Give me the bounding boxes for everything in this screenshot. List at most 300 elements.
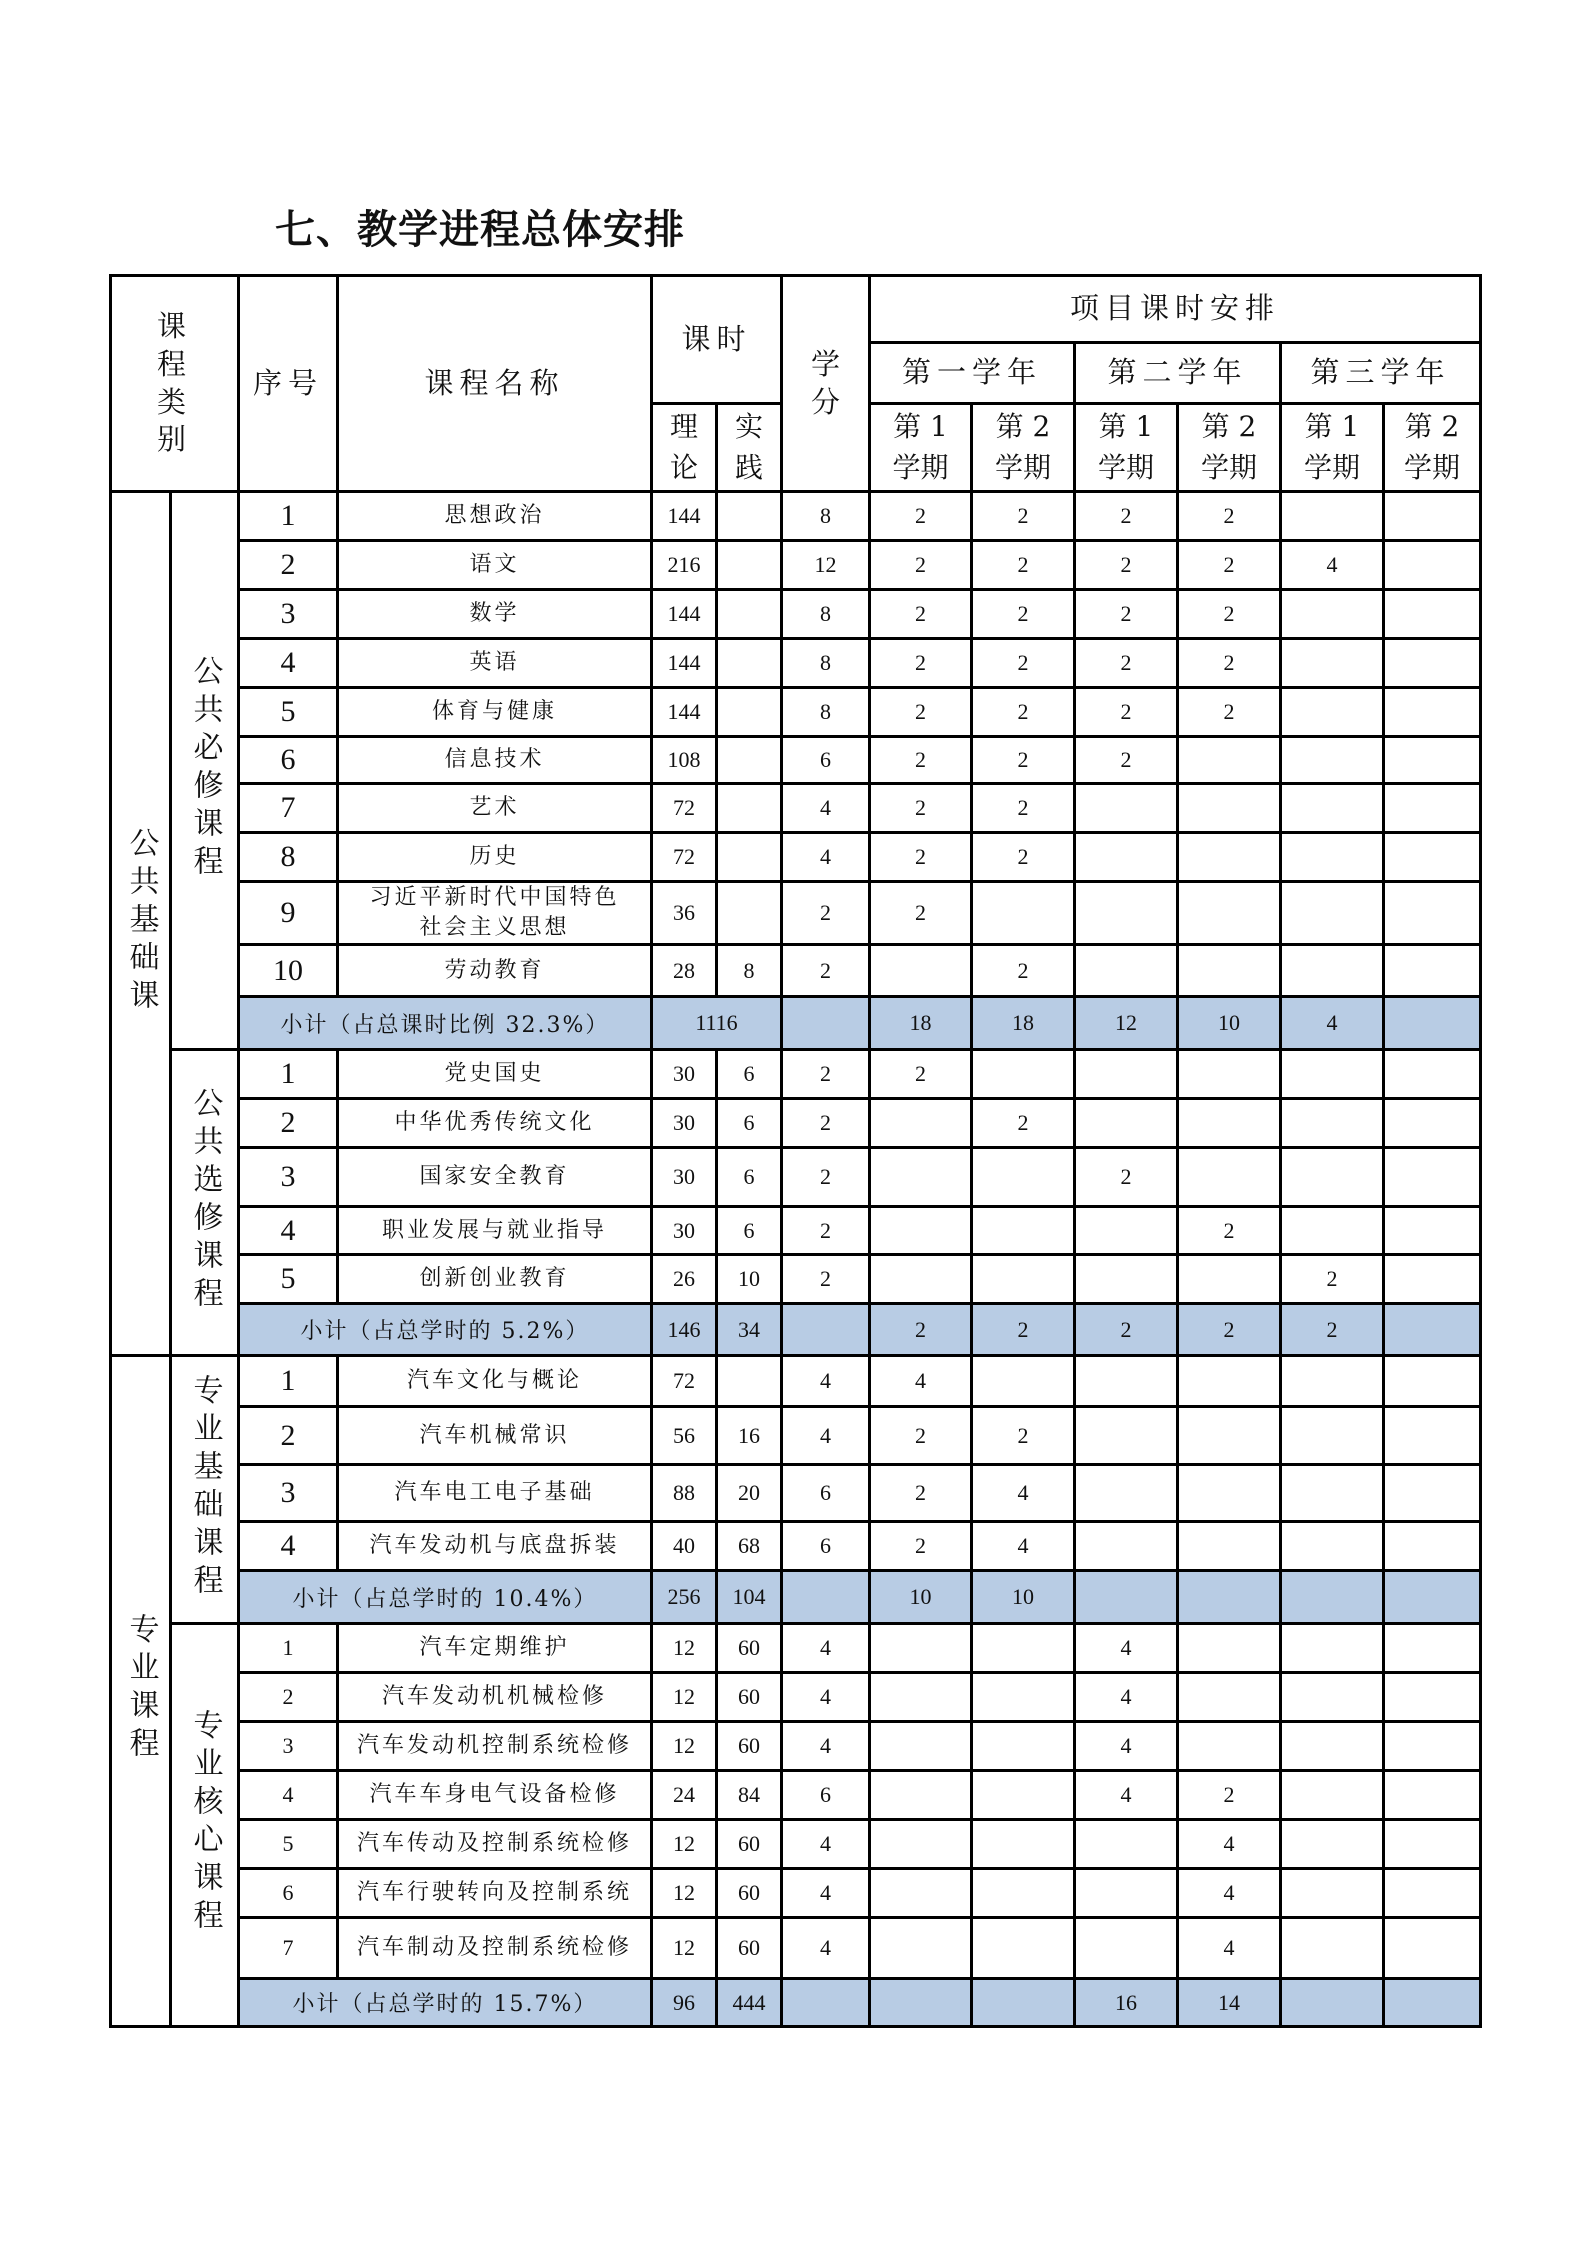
credits: 8: [782, 639, 870, 688]
theory-hours: 26: [652, 1255, 717, 1304]
course-name: 艺术: [338, 784, 652, 833]
semester-hours: [972, 1207, 1075, 1255]
course-name: 汽车车身电气设备检修: [338, 1771, 652, 1820]
semester-hours: [1384, 1918, 1481, 1979]
theory-hours: 40: [652, 1522, 717, 1571]
subtotal-semester-hours: 10: [1178, 997, 1281, 1050]
semester-hours: [1384, 541, 1481, 590]
semester-hours: [1384, 1820, 1481, 1869]
subtotal-semester-hours: [1281, 1979, 1384, 2027]
subtotal-row: [111, 1571, 1481, 1624]
semester-hours: [1075, 1356, 1178, 1407]
practice-hours: [717, 737, 782, 784]
course-seq: 1: [239, 1356, 338, 1407]
header-semester-label: 第 2 学期: [1201, 409, 1258, 484]
semester-hours: [1281, 1465, 1384, 1522]
course-seq: 1: [239, 1050, 338, 1099]
credits: 2: [782, 1255, 870, 1304]
credits: 4: [782, 1673, 870, 1722]
subtotal-practice: 104: [717, 1571, 782, 1624]
semester-hours: [972, 1624, 1075, 1673]
header-course-name: 课程名称: [338, 276, 652, 492]
course-seq: 7: [239, 1918, 338, 1979]
subtotal-semester-hours: 4: [1281, 997, 1384, 1050]
subtotal-semester-hours: [1178, 1571, 1281, 1624]
theory-hours: 30: [652, 1050, 717, 1099]
credits: 8: [782, 492, 870, 541]
header-theory: [652, 404, 717, 492]
header-semester-label: 第 1 学期: [892, 409, 949, 484]
practice-hours: 60: [717, 1918, 782, 1979]
practice-hours: 6: [717, 1050, 782, 1099]
course-seq: 7: [239, 784, 338, 833]
course-row: [111, 590, 1481, 639]
semester-hours: [1384, 784, 1481, 833]
practice-hours: [717, 833, 782, 882]
course-name: 数学: [338, 590, 652, 639]
semester-hours: 4: [1075, 1624, 1178, 1673]
semester-hours: 2: [972, 1407, 1075, 1465]
course-name: 语文: [338, 541, 652, 590]
semester-hours: [1281, 688, 1384, 737]
header-semester: [1075, 404, 1178, 492]
practice-hours: 60: [717, 1624, 782, 1673]
course-seq: 1: [239, 1624, 338, 1673]
semester-hours: 4: [870, 1356, 972, 1407]
semester-hours: [1281, 882, 1384, 945]
group-name-label: 专业基础课程: [187, 1373, 223, 1602]
theory-hours: 12: [652, 1673, 717, 1722]
course-row: [111, 1099, 1481, 1148]
semester-hours: 2: [870, 784, 972, 833]
theory-hours: 88: [652, 1465, 717, 1522]
semester-hours: [1281, 1407, 1384, 1465]
credits: 2: [782, 882, 870, 945]
semester-hours: [870, 1255, 972, 1304]
practice-hours: 60: [717, 1722, 782, 1771]
semester-hours: 2: [1075, 737, 1178, 784]
subtotal-row: [111, 1304, 1481, 1356]
semester-hours: [870, 945, 972, 997]
teaching-schedule-table: [109, 274, 1482, 2028]
header-credits-label: 学分: [811, 346, 841, 419]
semester-hours: 2: [972, 590, 1075, 639]
subtotal-semester-hours: 12: [1075, 997, 1178, 1050]
course-name: 国家安全教育: [338, 1148, 652, 1207]
course-row: [111, 1522, 1481, 1571]
course-name: 创新创业教育: [338, 1255, 652, 1304]
semester-hours: [1075, 1918, 1178, 1979]
header-theory-label: 理论: [670, 409, 699, 484]
semester-hours: [972, 1255, 1075, 1304]
semester-hours: [1384, 1099, 1481, 1148]
theory-hours: 144: [652, 590, 717, 639]
subtotal-hours: 1116: [652, 997, 782, 1050]
course-name: 劳动教育: [338, 945, 652, 997]
course-name: [338, 882, 652, 945]
header-practice: [717, 404, 782, 492]
semester-hours: 2: [1075, 590, 1178, 639]
course-row: [111, 1207, 1481, 1255]
group-name: [171, 1356, 239, 1624]
semester-hours: [870, 1722, 972, 1771]
subtotal-semester-hours: [870, 1979, 972, 2027]
semester-hours: [1384, 688, 1481, 737]
header-semester: [1178, 404, 1281, 492]
subtotal-semester-hours: 2: [972, 1304, 1075, 1356]
semester-hours: 2: [1281, 1255, 1384, 1304]
course-row: [111, 1918, 1481, 1979]
semester-hours: 2: [870, 1465, 972, 1522]
semester-hours: 2: [870, 492, 972, 541]
practice-hours: [717, 784, 782, 833]
semester-hours: [1075, 1255, 1178, 1304]
semester-hours: [1281, 639, 1384, 688]
group-name-label: 公共必修课程: [187, 654, 223, 883]
credits: 2: [782, 945, 870, 997]
course-row: [111, 1465, 1481, 1522]
header-semester-label: 第 2 学期: [1404, 409, 1461, 484]
practice-hours: 84: [717, 1771, 782, 1820]
theory-hours: 30: [652, 1099, 717, 1148]
course-name: 汽车发动机机械检修: [338, 1673, 652, 1722]
credits: 4: [782, 1722, 870, 1771]
course-row: [111, 1722, 1481, 1771]
theory-hours: 56: [652, 1407, 717, 1465]
course-row: [111, 1624, 1481, 1673]
header-semester: [972, 404, 1075, 492]
credits: 4: [782, 1918, 870, 1979]
semester-hours: [1178, 1624, 1281, 1673]
semester-hours: [972, 1050, 1075, 1099]
credits: 2: [782, 1148, 870, 1207]
course-seq: 9: [239, 882, 338, 945]
semester-hours: [972, 882, 1075, 945]
semester-hours: 4: [1178, 1869, 1281, 1918]
semester-hours: 2: [972, 1099, 1075, 1148]
group-name: [171, 492, 239, 1050]
course-name: 汽车制动及控制系统检修: [338, 1918, 652, 1979]
subtotal-theory: 256: [652, 1571, 717, 1624]
credits: 12: [782, 541, 870, 590]
semester-hours: [1281, 1624, 1384, 1673]
semester-hours: 4: [1178, 1918, 1281, 1979]
semester-hours: 2: [972, 541, 1075, 590]
course-name: 汽车传动及控制系统检修: [338, 1820, 652, 1869]
semester-hours: [1075, 784, 1178, 833]
practice-hours: [717, 492, 782, 541]
course-row: [111, 688, 1481, 737]
semester-hours: 2: [972, 639, 1075, 688]
semester-hours: 2: [1075, 541, 1178, 590]
semester-hours: 2: [870, 1050, 972, 1099]
semester-hours: [1384, 1869, 1481, 1918]
semester-hours: [1075, 1522, 1178, 1571]
course-name-line: 社会主义思想: [419, 915, 570, 940]
semester-hours: [972, 1820, 1075, 1869]
semester-hours: 2: [972, 945, 1075, 997]
subtotal-semester-hours: 18: [870, 997, 972, 1050]
semester-hours: [1075, 833, 1178, 882]
theory-hours: 12: [652, 1918, 717, 1979]
course-seq: 2: [239, 1099, 338, 1148]
semester-hours: [1384, 1356, 1481, 1407]
group-name: [171, 1624, 239, 2027]
course-seq: 3: [239, 1722, 338, 1771]
practice-hours: 60: [717, 1820, 782, 1869]
semester-hours: [1384, 1465, 1481, 1522]
course-seq: 3: [239, 1148, 338, 1207]
subtotal-semester-hours: 10: [870, 1571, 972, 1624]
semester-hours: 2: [972, 833, 1075, 882]
semester-hours: 2: [1075, 492, 1178, 541]
semester-hours: [1178, 1407, 1281, 1465]
semester-hours: [1281, 1099, 1384, 1148]
semester-hours: [972, 1722, 1075, 1771]
semester-hours: [1281, 1522, 1384, 1571]
semester-hours: [1281, 1722, 1384, 1771]
semester-hours: [870, 1771, 972, 1820]
theory-hours: 216: [652, 541, 717, 590]
semester-hours: [1178, 1465, 1281, 1522]
credits: 6: [782, 737, 870, 784]
course-seq: 3: [239, 1465, 338, 1522]
theory-hours: 12: [652, 1820, 717, 1869]
subtotal-semester-hours: [972, 1979, 1075, 2027]
semester-hours: [1281, 833, 1384, 882]
theory-hours: 12: [652, 1722, 717, 1771]
practice-hours: 6: [717, 1207, 782, 1255]
section-category: [111, 1356, 171, 2027]
course-name: 英语: [338, 639, 652, 688]
semester-hours: 2: [1178, 1207, 1281, 1255]
semester-hours: [1178, 1050, 1281, 1099]
subtotal-credits: [782, 997, 870, 1050]
course-seq: 10: [239, 945, 338, 997]
semester-hours: [1384, 590, 1481, 639]
practice-hours: 60: [717, 1869, 782, 1918]
subtotal-semester-hours: 2: [1281, 1304, 1384, 1356]
semester-hours: [1384, 1050, 1481, 1099]
course-seq: 3: [239, 590, 338, 639]
credits: 2: [782, 1050, 870, 1099]
theory-hours: 28: [652, 945, 717, 997]
course-seq: 8: [239, 833, 338, 882]
header-hours: 课时: [652, 276, 782, 404]
subtotal-semester-hours: [1281, 1571, 1384, 1624]
theory-hours: 30: [652, 1148, 717, 1207]
semester-hours: [1178, 945, 1281, 997]
semester-hours: [1075, 1820, 1178, 1869]
semester-hours: [1178, 1673, 1281, 1722]
semester-hours: [1075, 1050, 1178, 1099]
semester-hours: [1281, 1869, 1384, 1918]
course-name: 信息技术: [338, 737, 652, 784]
semester-hours: 2: [870, 737, 972, 784]
semester-hours: 2: [1178, 590, 1281, 639]
course-seq: 6: [239, 1869, 338, 1918]
semester-hours: [1281, 1918, 1384, 1979]
credits: 2: [782, 1207, 870, 1255]
subtotal-row: [111, 1979, 1481, 2027]
course-seq: 1: [239, 492, 338, 541]
semester-hours: [870, 1673, 972, 1722]
semester-hours: 2: [1178, 639, 1281, 688]
course-name: 党史国史: [338, 1050, 652, 1099]
subtotal-semester-hours: [1384, 1979, 1481, 2027]
semester-hours: [1178, 1356, 1281, 1407]
theory-hours: 12: [652, 1869, 717, 1918]
course-row: [111, 1356, 1481, 1407]
semester-hours: [870, 1918, 972, 1979]
course-name-line: 习近平新时代中国特色: [369, 885, 620, 911]
subtotal-semester-hours: 2: [1075, 1304, 1178, 1356]
semester-hours: [1178, 882, 1281, 945]
subtotal-semester-hours: [1075, 1571, 1178, 1624]
semester-hours: [1075, 882, 1178, 945]
subtotal-semester-hours: 16: [1075, 1979, 1178, 2027]
semester-hours: 4: [972, 1465, 1075, 1522]
header-year-3: 第三学年: [1281, 343, 1481, 404]
semester-hours: 2: [870, 1522, 972, 1571]
semester-hours: [1281, 1050, 1384, 1099]
semester-hours: [1384, 1722, 1481, 1771]
course-row: [111, 1673, 1481, 1722]
semester-hours: [972, 1918, 1075, 1979]
header-semester: [870, 404, 972, 492]
section-category-label: 专业课程: [123, 1613, 159, 1765]
credits: 4: [782, 1624, 870, 1673]
semester-hours: [1178, 737, 1281, 784]
course-name: 汽车发动机控制系统检修: [338, 1722, 652, 1771]
theory-hours: 144: [652, 639, 717, 688]
course-name: 职业发展与就业指导: [338, 1207, 652, 1255]
semester-hours: 2: [972, 737, 1075, 784]
credits: 6: [782, 1522, 870, 1571]
semester-hours: 2: [1178, 1771, 1281, 1820]
subtotal-semester-hours: 2: [1178, 1304, 1281, 1356]
header-seq: 序号: [239, 276, 338, 492]
course-row: [111, 784, 1481, 833]
theory-hours: 12: [652, 1624, 717, 1673]
credits: 8: [782, 688, 870, 737]
course-row: [111, 492, 1481, 541]
semester-hours: [972, 1869, 1075, 1918]
semester-hours: [1178, 1522, 1281, 1571]
semester-hours: [1178, 1148, 1281, 1207]
semester-hours: [1075, 945, 1178, 997]
semester-hours: [972, 1356, 1075, 1407]
course-name: 中华优秀传统文化: [338, 1099, 652, 1148]
credits: 2: [782, 1099, 870, 1148]
subtotal-label: 小计（占总学时的 5.2%）: [239, 1304, 652, 1356]
subtotal-semester-hours: 14: [1178, 1979, 1281, 2027]
semester-hours: 2: [870, 882, 972, 945]
header-year-2: 第二学年: [1075, 343, 1281, 404]
semester-hours: [1281, 492, 1384, 541]
practice-hours: 68: [717, 1522, 782, 1571]
semester-hours: [1281, 1673, 1384, 1722]
course-seq: 6: [239, 737, 338, 784]
header-semester-label: 第 1 学期: [1098, 409, 1155, 484]
semester-hours: [1178, 1099, 1281, 1148]
subtotal-semester-hours: [1384, 1304, 1481, 1356]
header-practice-label: 实践: [735, 409, 764, 484]
course-name: 汽车电工电子基础: [338, 1465, 652, 1522]
header-credits: [782, 276, 870, 492]
semester-hours: 2: [1178, 541, 1281, 590]
section-category-label: 公共基础课: [123, 826, 159, 1017]
practice-hours: 6: [717, 1099, 782, 1148]
course-seq: 4: [239, 639, 338, 688]
practice-hours: [717, 590, 782, 639]
practice-hours: 20: [717, 1465, 782, 1522]
subtotal-label: 小计（占总课时比例 32.3%）: [239, 997, 652, 1050]
semester-hours: [972, 1673, 1075, 1722]
semester-hours: [1384, 737, 1481, 784]
course-name: 汽车发动机与底盘拆装: [338, 1522, 652, 1571]
semester-hours: [1384, 492, 1481, 541]
theory-hours: 30: [652, 1207, 717, 1255]
course-row: [111, 1820, 1481, 1869]
credits: 6: [782, 1465, 870, 1522]
semester-hours: [1384, 1255, 1481, 1304]
semester-hours: [972, 1148, 1075, 1207]
header-year-1: 第一学年: [870, 343, 1075, 404]
page-title: 七、教学进程总体安排: [275, 207, 685, 253]
semester-hours: [1384, 1771, 1481, 1820]
theory-hours: 72: [652, 784, 717, 833]
semester-hours: 2: [870, 541, 972, 590]
semester-hours: 2: [972, 688, 1075, 737]
semester-hours: 2: [1075, 1148, 1178, 1207]
semester-hours: [1075, 1407, 1178, 1465]
semester-hours: [1384, 1522, 1481, 1571]
course-seq: 4: [239, 1207, 338, 1255]
semester-hours: [1178, 1255, 1281, 1304]
semester-hours: 2: [1178, 492, 1281, 541]
credits: 4: [782, 833, 870, 882]
practice-hours: 60: [717, 1673, 782, 1722]
semester-hours: [1178, 784, 1281, 833]
course-seq: 5: [239, 1820, 338, 1869]
semester-hours: [1178, 1722, 1281, 1771]
semester-hours: [1281, 590, 1384, 639]
semester-hours: [1384, 833, 1481, 882]
credits: 8: [782, 590, 870, 639]
course-name: 汽车机械常识: [338, 1407, 652, 1465]
practice-hours: [717, 541, 782, 590]
course-seq: 2: [239, 541, 338, 590]
semester-hours: [1075, 1869, 1178, 1918]
theory-hours: 72: [652, 833, 717, 882]
semester-hours: [870, 1820, 972, 1869]
semester-hours: [1281, 945, 1384, 997]
subtotal-semester-hours: 18: [972, 997, 1075, 1050]
course-row: [111, 882, 1481, 945]
semester-hours: [870, 1624, 972, 1673]
course-name: 汽车文化与概论: [338, 1356, 652, 1407]
practice-hours: [717, 882, 782, 945]
course-seq: 4: [239, 1522, 338, 1571]
course-seq: 2: [239, 1407, 338, 1465]
course-row: [111, 737, 1481, 784]
course-row: [111, 1407, 1481, 1465]
semester-hours: 2: [972, 784, 1075, 833]
group-name-label: 公共选修课程: [187, 1086, 223, 1315]
semester-hours: 2: [1178, 688, 1281, 737]
semester-hours: [1281, 737, 1384, 784]
